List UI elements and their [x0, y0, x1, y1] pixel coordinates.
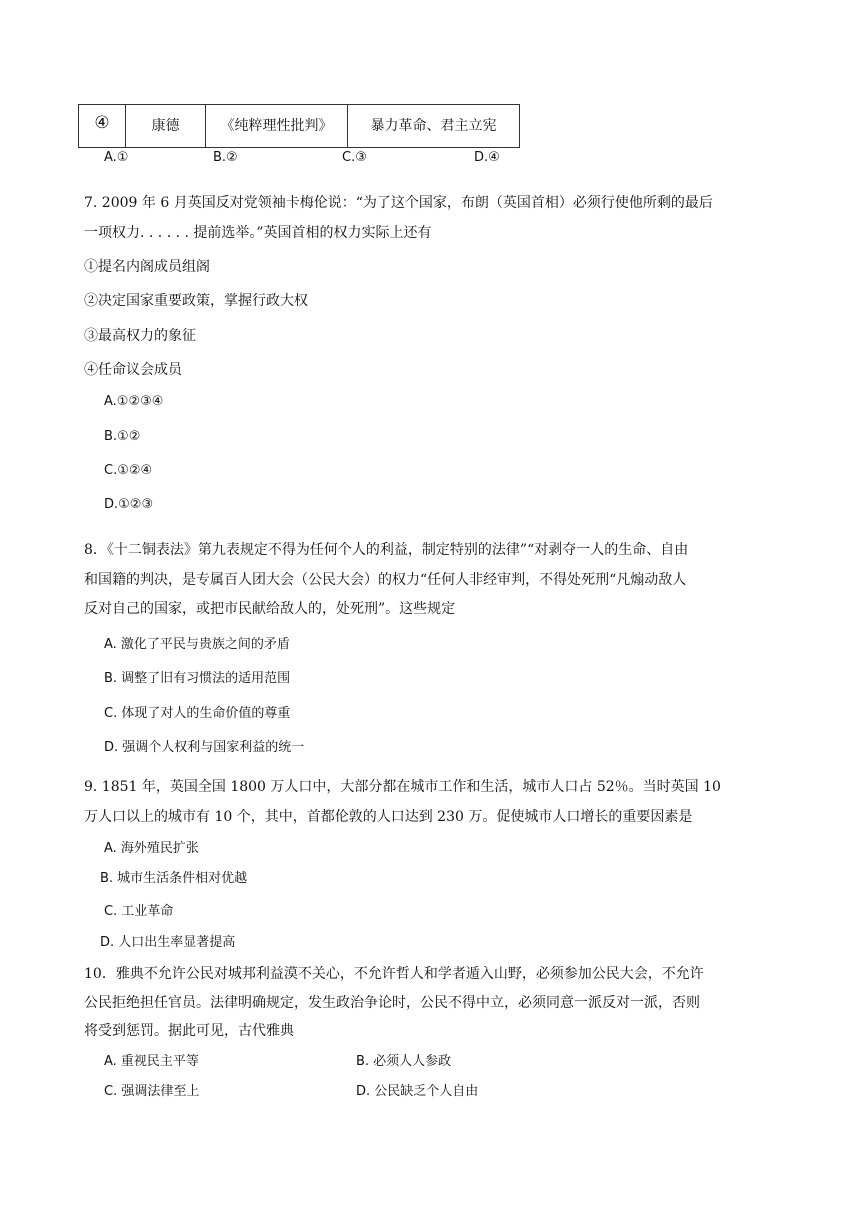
q7-option-d: D.①②③ [104, 497, 154, 512]
q8-option-a: A. 激化了平民与贵族之间的矛盾 [104, 637, 290, 652]
q7-item-4: ④任命议会成员 [84, 362, 182, 378]
q10-option-b: B. 必须人人参政 [356, 1054, 452, 1069]
q7-option-c: C.①②④ [104, 463, 153, 478]
q7-stem-line-2: 一项权力. . . . . . 提前选举。”英国首相的权力实际上还有 [84, 225, 432, 241]
q8-stem-line-2: 和国籍的判决，是专属百人团大会（公民大会）的权力“任何人非经审判，不得处死刑“凡煽动敌人 [84, 572, 687, 588]
q10-stem-line-3: 将受到惩罚。据此可见，古代雅典 [84, 1023, 294, 1039]
q7-item-2: ②决定国家重要政策，掌握行政大权 [84, 293, 308, 309]
q7-stem-line-1: 7. 2009 年 6 月英国反对党领袖卡梅伦说：“为了这个国家，布朗（英国首相）必须行使他所剩的最后 [84, 195, 713, 211]
q9-option-a: A. 海外殖民扩张 [104, 841, 199, 856]
q9-option-d: D. 人口出生率显著提高 [100, 935, 236, 950]
q6-row-work: 《纯粹理性批判》 [206, 105, 348, 148]
q8-stem-line-3: 反对自己的国家，或把市民献给敌人的，处死刑”。这些规定 [84, 601, 456, 617]
q10-stem-line-1: 10．雅典不允许公民对城邦利益漠不关心，不允许哲人和学者遁入山野，必须参加公民大会，不允许 [84, 966, 704, 982]
q7-option-b: B.①② [104, 429, 141, 444]
q6-option-c: C.③ [342, 150, 367, 165]
q6-row-number: ④ [79, 105, 126, 148]
q6-row-view: 暴力革命、君主立宪 [348, 105, 520, 148]
q8-option-d: D. 强调个人权利与国家利益的统一 [104, 740, 305, 755]
q10-stem-line-2: 公民拒绝担任官员。法律明确规定，发生政治争论时，公民不得中立，必须同意一派反对一派，否则 [84, 995, 700, 1011]
q10-option-d: D. 公民缺乏个人自由 [356, 1084, 479, 1099]
q8-option-b: B. 调整了旧有习惯法的适用范围 [104, 671, 291, 686]
q7-item-1: ①提名内阁成员组阁 [84, 259, 210, 275]
q9-stem-line-1: 9. 1851 年，英国全国 1800 万人口中，大部分都在城市工作和生活，城市人口占 52％。当时英国 10 [84, 779, 721, 795]
q9-option-c: C. 工业革命 [104, 904, 174, 919]
q7-item-3: ③最高权力的象征 [84, 328, 196, 344]
q6-option-b: B.② [213, 150, 238, 165]
q6-option-d: D.④ [474, 150, 500, 165]
q6-option-a: A.① [104, 150, 129, 165]
q6-row-person: 康德 [126, 105, 206, 148]
q10-option-c: C. 强调法律至上 [104, 1084, 200, 1099]
table-row [79, 105, 520, 148]
q8-stem-line-1: 8．《十二铜表法》第九表规定不得为任何个人的利益，制定特别的法律”“对剥夺一人的生命、自由 [84, 542, 689, 558]
q8-option-c: C. 体现了对人的生命价值的尊重 [104, 706, 291, 721]
q9-option-b: B. 城市生活条件相对优越 [100, 871, 248, 886]
q9-stem-line-2: 万人口以上的城市有 10 个，其中，首都伦敦的人口达到 230 万。促使城市人口增长的重要因素是 [84, 809, 693, 825]
q7-option-a: A.①②③④ [104, 394, 164, 409]
q6-option-table [78, 104, 520, 148]
q10-option-a: A. 重视民主平等 [104, 1054, 199, 1069]
